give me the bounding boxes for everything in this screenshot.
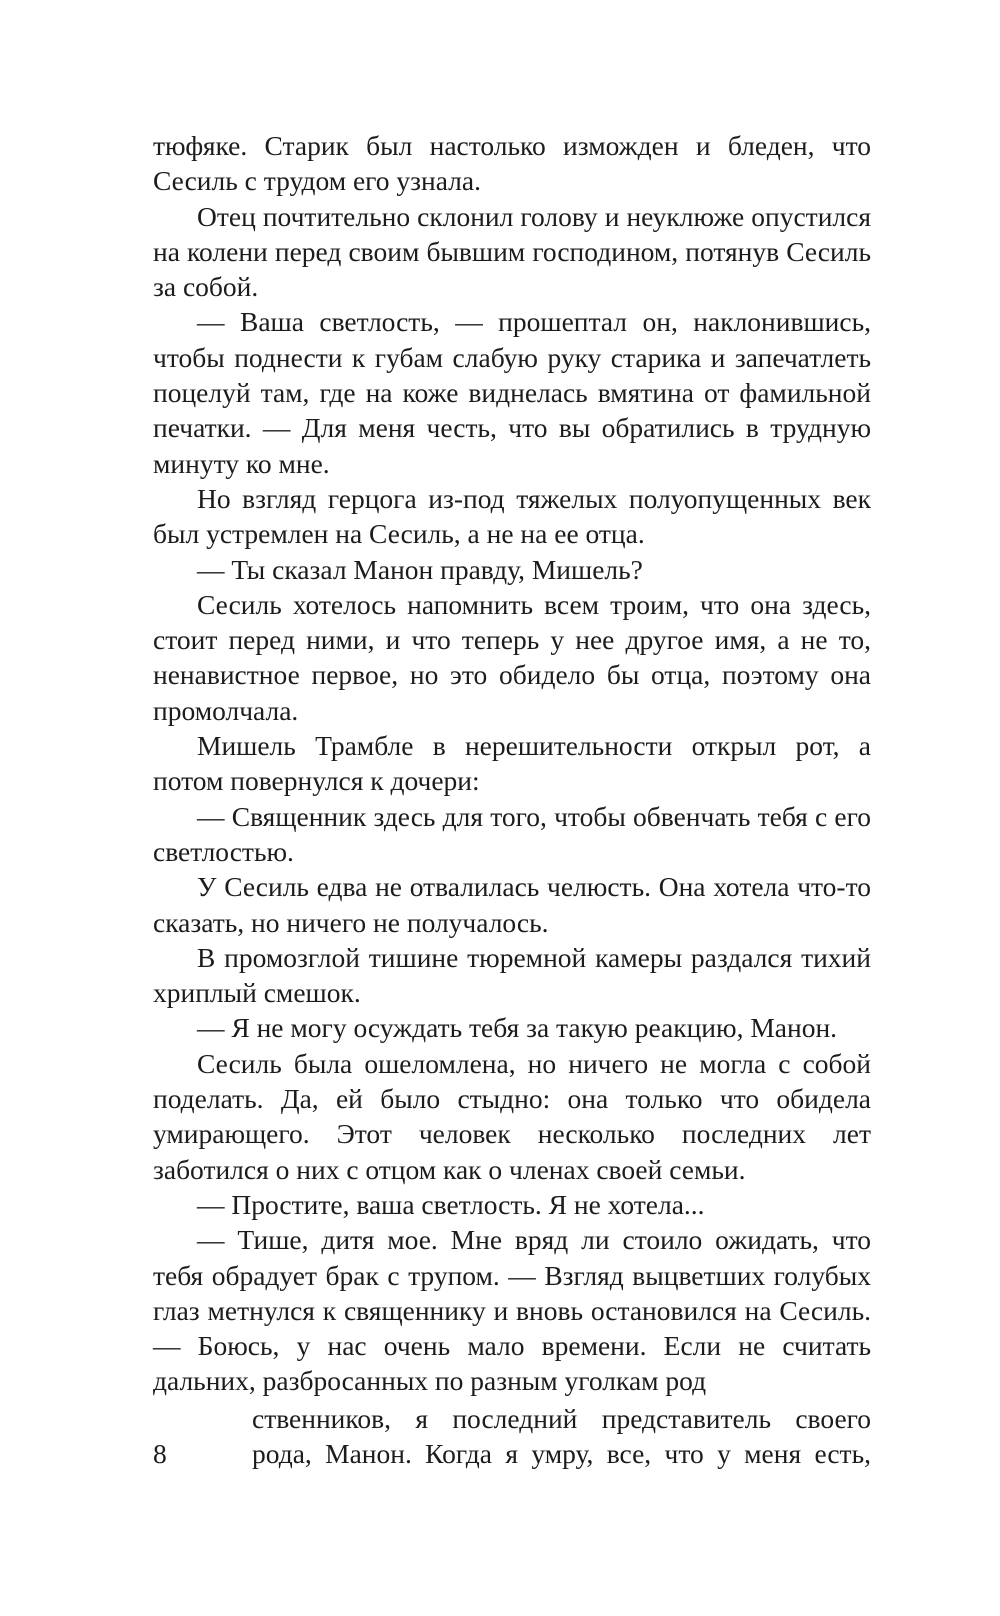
page-number: 8 — [153, 1438, 167, 1469]
paragraph: Сесиль была ошеломлена, но ничего не могла с собой поделать. Да, ей было стыдно: она только что обидела умирающего. Этот человек несколько последних лет заботился о них с отцом как о членах своей семьи. — [153, 1047, 871, 1185]
paragraph: Мишель Трамбле в нерешительности открыл рот, а потом повернулся к дочери: — [153, 730, 871, 797]
paragraph: — Тише, дитя мое. Мне вряд ли стоило ожидать, что тебя обрадует брак с трупом. — Взгляд выцветших голубых глаз метнулся к священнику и вновь остановился на Сесиль. — Боюсь, у нас очень мало времени. Если не считать дальних, разбросанных по разным уголкам род — [153, 1224, 871, 1397]
paragraph: тюфяке. Старик был настолько изможден и бледен, что Сесиль с трудом его узнала. — [153, 130, 871, 197]
paragraph: У Сесиль едва не отвалилась челюсть. Она хотела что-то сказать, но ничего не получалось. — [153, 871, 871, 938]
body-text — [153, 128, 871, 1399]
paragraph: — Ты сказал Манон правду, Мишель? — [197, 553, 643, 585]
paragraph: В промозглой тишине тюремной камеры раздался тихий хриплый смешок. — [153, 941, 871, 1009]
paragraph: Сесиль хотелось напомнить всем троим, что она здесь, стоит перед ними, и что теперь у нее другое имя, а не то, ненавистное первое, но это обидело бы отца, поэтому она промолчала. — [153, 588, 871, 726]
footer-line: ственников, я последний представитель своего — [252, 1403, 871, 1434]
paragraph: — Священник здесь для того, чтобы обвенчать тебя с его светлостью. — [153, 800, 871, 867]
footer-text — [252, 1401, 871, 1472]
paragraph: — Ваша светлость, — прошептал он, наклонившись, чтобы поднести к губам слабую руку старика и запечатлеть поцелуй там, где на коже виднелась вмятина от фамильной печатки. — Для меня честь, что вы обратились в трудную минуту ко мне. — [153, 306, 871, 479]
footer-line: рода, Манон. Когда я умру, все, что у меня есть, — [252, 1438, 871, 1470]
paragraph: Отец почтительно склонил голову и неуклюже опустился на колени перед своим бывшим господином, потянув Сесиль за собой. — [153, 200, 871, 303]
paragraph: Но взгляд герцога из-под тяжелых полуопущенных век был устремлен на Сесиль, а не на ее отца. — [153, 482, 871, 550]
paragraph: — Простите, ваша светлость. Я не хотела... — [197, 1188, 705, 1220]
paragraph: — Я не могу осуждать тебя за такую реакцию, Манон. — [197, 1012, 838, 1044]
